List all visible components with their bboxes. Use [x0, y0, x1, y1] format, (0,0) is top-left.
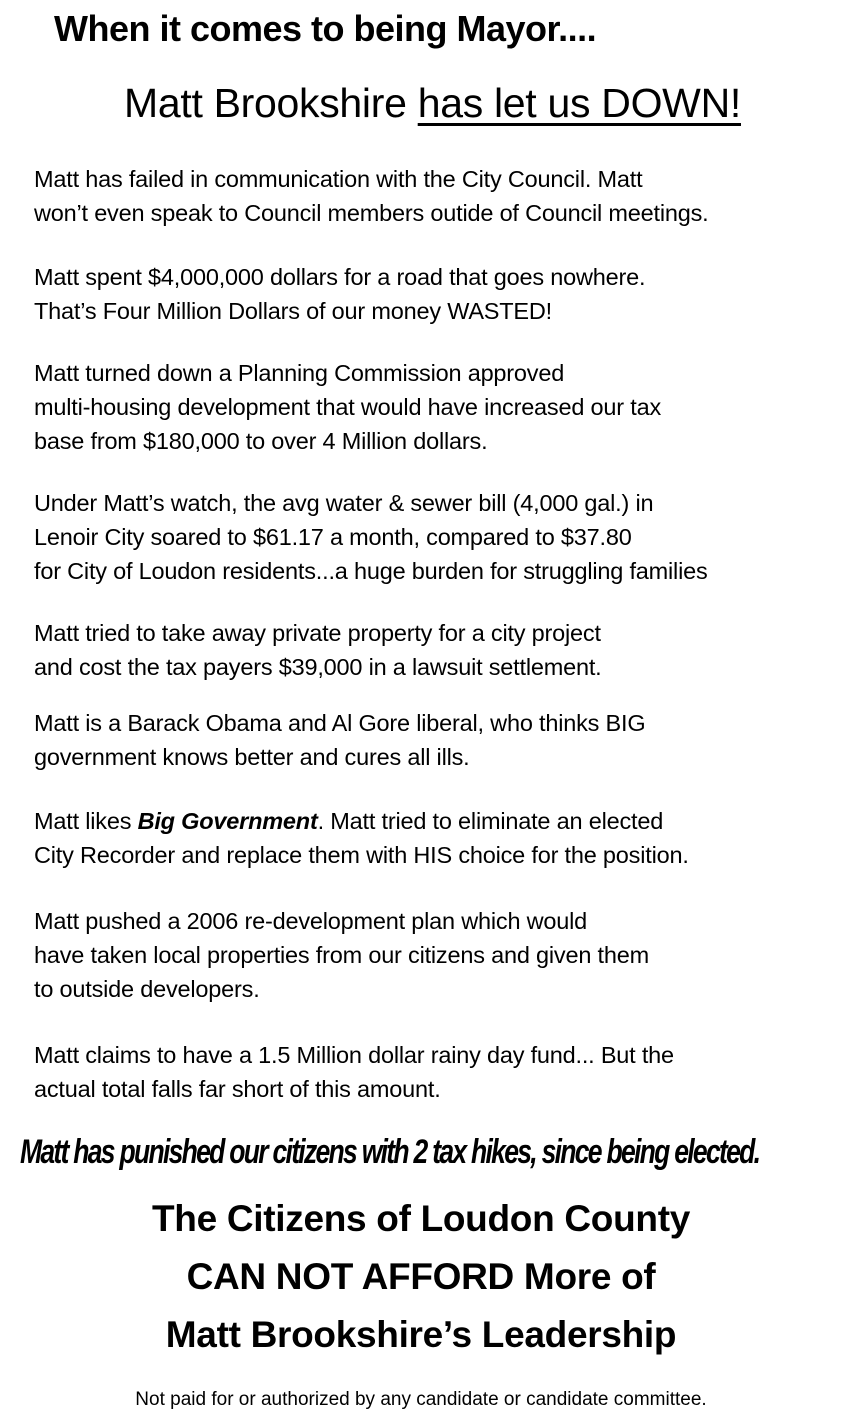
paragraph-liberal	[34, 706, 645, 774]
paragraph-line: multi-housing development that would have increased our tax	[34, 394, 661, 420]
emphasis-big-government: Big Government	[137, 808, 318, 834]
paragraph-line: and cost the tax payers $39,000 in a lawsuit settlement.	[34, 654, 602, 680]
tax-hike-statement: Matt has punished our citizens with 2 tax hikes, since being elected.	[20, 1133, 760, 1171]
closing-line: Matt Brookshire’s Leadership	[165, 1314, 677, 1355]
text-run: Matt likes	[34, 808, 138, 834]
paragraph-line: won’t even speak to Council members outide of Council meetings.	[34, 200, 709, 226]
paragraph-line: Lenoir City soared to $61.17 a month, compared to $37.80	[34, 524, 632, 550]
subhead-name: Matt Brookshire	[124, 80, 418, 126]
paragraph-line: actual total falls far short of this amount.	[34, 1076, 441, 1102]
paragraph-line: City Recorder and replace them with HIS choice for the position.	[34, 842, 689, 868]
paragraph-road	[34, 260, 645, 328]
paragraph-line: Matt turned down a Planning Commission approved	[34, 360, 565, 386]
paragraph-line: That’s Four Million Dollars of our money WASTED!	[34, 298, 553, 324]
paragraph-property	[34, 616, 602, 684]
subhead	[124, 80, 741, 127]
paragraph-line: Under Matt’s watch, the avg water & sewer bill (4,000 gal.) in	[34, 490, 654, 516]
paragraph-line: Matt tried to take away private property for a city project	[34, 620, 601, 646]
paragraph-line: base from $180,000 to over 4 Million dollars.	[34, 428, 488, 454]
paragraph-housing	[34, 356, 661, 458]
headline: When it comes to being Mayor....	[54, 8, 597, 49]
paragraph-line	[34, 804, 689, 838]
paragraph-line: Matt has failed in communication with the City Council. Matt	[34, 166, 643, 192]
paragraph-redevelopment	[34, 904, 649, 1006]
paragraph-line: have taken local properties from our citizens and given them	[34, 942, 649, 968]
subhead-underlined: has let us DOWN!	[417, 80, 741, 126]
paragraph-rainy-day-fund	[34, 1038, 674, 1106]
paragraph-line: government knows better and cures all ills.	[34, 744, 470, 770]
closing-line: CAN NOT AFFORD More of	[186, 1256, 656, 1297]
paragraph-line: Matt pushed a 2006 re-development plan which would	[34, 908, 588, 934]
paragraph-line: Matt spent $4,000,000 dollars for a road that goes nowhere.	[34, 264, 646, 290]
closing-line: The Citizens of Loudon County	[151, 1198, 690, 1239]
disclaimer: Not paid for or authorized by any candidate or candidate committee.	[135, 1389, 707, 1410]
paragraph-line: to outside developers.	[34, 976, 260, 1002]
paragraph-communication	[34, 162, 708, 230]
paragraph-line: Matt is a Barack Obama and Al Gore liberal, who thinks BIG	[34, 710, 646, 736]
paragraph-line: for City of Loudon residents...a huge burden for struggling families	[34, 558, 708, 584]
paragraph-line: Matt claims to have a 1.5 Million dollar rainy day fund... But the	[34, 1042, 674, 1068]
paragraph-water-bill	[34, 486, 708, 588]
text-run: . Matt tried to eliminate an elected	[317, 808, 664, 834]
paragraph-big-government	[34, 804, 689, 872]
